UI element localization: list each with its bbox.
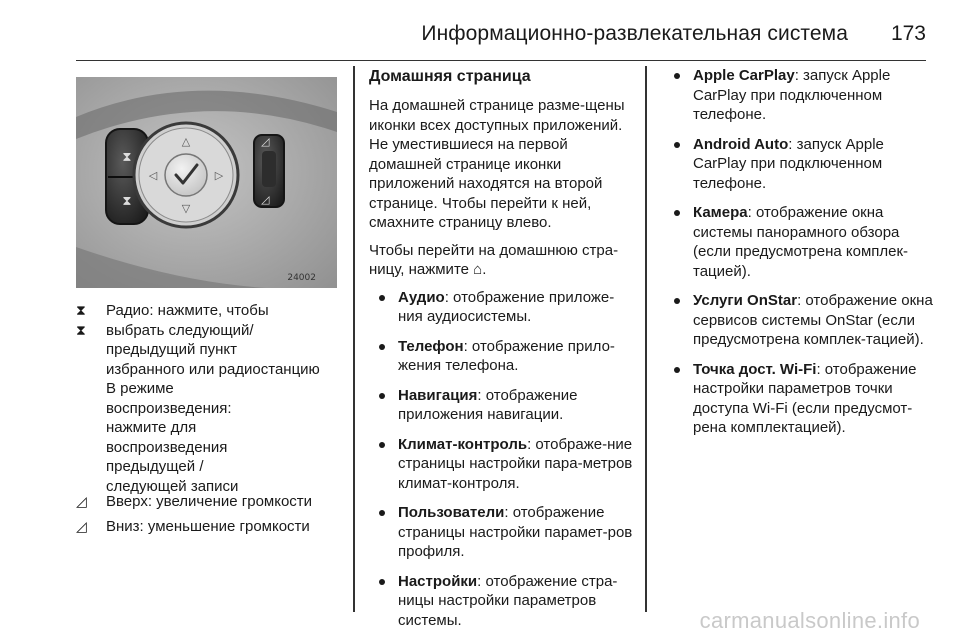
list-item-desc: : отображение приложения навигации. <box>398 386 578 423</box>
list-item <box>369 435 637 494</box>
volume-up-icon: ◿ <box>76 493 87 509</box>
text-line: нажмите для <box>106 419 197 436</box>
list-item-term: Настройки <box>398 572 478 590</box>
page-number: 173 <box>890 22 926 45</box>
text-line: В режиме <box>106 380 174 397</box>
previous-station-icon: ⧗ <box>122 194 132 209</box>
header-rule <box>76 60 926 61</box>
list-item-term: Android Auto <box>693 135 789 153</box>
paragraph-home-nav: Чтобы перейти на домашнюю стра-ницу, нажмите ⌂. <box>369 241 619 278</box>
list-item-desc: : отображение окна сервисов системы OnStar (если предусмотрена комплек-тацией). <box>693 292 933 348</box>
list-item <box>369 337 637 376</box>
page-header-title: Информационно-развлекательная система <box>421 22 848 45</box>
column3 <box>664 66 934 448</box>
svg-text:◿: ◿ <box>261 193 270 206</box>
steering-wheel-controls-photo <box>76 77 337 288</box>
svg-text:◁: ◁ <box>148 169 158 182</box>
list-item-desc: : отображе-ние страницы настройки пара-метров климат-контроля. <box>398 435 633 492</box>
volume-down-text: Вниз: уменьшение громкости <box>106 518 310 535</box>
text-line: следующей записи <box>106 477 239 495</box>
list-item-desc: : отображение прило-жения телефона. <box>398 337 615 374</box>
text-line: выбрать следующий/ <box>106 321 254 339</box>
list-item <box>369 386 637 425</box>
column1-item-volume-up <box>76 492 346 512</box>
text-line: воспроизведения: <box>106 399 232 417</box>
list-item-term: Аудио <box>398 288 445 306</box>
list-item <box>369 288 637 327</box>
list-item <box>664 203 934 281</box>
text-line: Радио: нажмите, чтобы <box>106 302 269 319</box>
text-line: предыдущий пункт <box>106 341 238 358</box>
list-item-term: Камера <box>693 204 748 221</box>
list-item-term: Услуги OnStar <box>693 292 798 309</box>
app-list <box>369 288 637 631</box>
list-item-desc: : отображение настройки параметров точки доступа Wi-Fi (если предусмот-рена комплектацией). <box>693 360 917 436</box>
column-divider-right <box>645 66 647 612</box>
next-item-icon: ⧗ <box>76 302 86 318</box>
column-divider-left <box>353 66 355 612</box>
text-line: воспроизведения <box>106 438 228 456</box>
site-watermark: carmanualsonline.info <box>699 608 920 633</box>
list-item-desc: : запуск Apple CarPlay при подключенном телефоне. <box>693 135 884 192</box>
list-item-desc: : отображение страницы настройки парамет-ров профиля. <box>398 504 633 560</box>
svg-text:△: △ <box>181 135 191 148</box>
paragraph-home-intro: На домашней странице разме-щены иконки всех доступных приложений. Не уместившиеся на первой домашней странице иконки приложений находятся на второй странице. Чтобы перейти к ней, смахните страницу влево. <box>369 97 625 231</box>
section-heading: Домашняя страница <box>369 68 531 85</box>
svg-text:▷: ▷ <box>214 169 224 182</box>
svg-text:▽: ▽ <box>181 202 191 215</box>
steering-wheel-illustration <box>76 77 337 288</box>
list-item-term: Пользователи <box>398 504 505 521</box>
list-item <box>664 291 934 350</box>
column1-item-playback <box>76 379 346 496</box>
text-line: предыдущей / <box>106 458 204 475</box>
list-item <box>369 503 637 562</box>
next-station-icon: ⧗ <box>122 150 132 165</box>
column1-item-radio <box>76 301 346 379</box>
svg-text:◿: ◿ <box>261 135 270 148</box>
app-list-continued <box>664 66 934 438</box>
list-item-desc: : отображение приложе-ния аудиосистемы. <box>398 288 615 325</box>
text-line: избранного или радиостанцию <box>106 360 320 378</box>
column2 <box>369 66 637 640</box>
list-item <box>664 135 934 194</box>
volume-down-icon: ◿ <box>76 518 87 534</box>
column1-item-volume-down <box>76 517 346 537</box>
list-item <box>664 360 934 438</box>
list-item <box>664 66 934 125</box>
list-item-desc: : запуск Apple CarPlay при подключенном телефоне. <box>693 67 891 123</box>
previous-item-icon: ⧗ <box>76 321 86 338</box>
volume-up-text: Вверх: увеличение громкости <box>106 493 313 510</box>
list-item-term: Телефон <box>398 337 464 355</box>
list-item-term: Климат-контроль <box>398 435 528 453</box>
list-item-term: Точка дост. Wi-Fi <box>693 360 817 378</box>
list-item-term: Apple CarPlay <box>693 67 795 84</box>
photo-code: 24002 <box>287 273 316 283</box>
list-item-desc: : отображение стра-ницы настройки параметров системы. <box>398 572 618 629</box>
list-item-desc: : отображение окна системы панорамного обзора (если предусмотрена комплек-тацией). <box>693 204 909 280</box>
list-item-term: Навигация <box>398 386 478 404</box>
list-item <box>369 572 637 631</box>
